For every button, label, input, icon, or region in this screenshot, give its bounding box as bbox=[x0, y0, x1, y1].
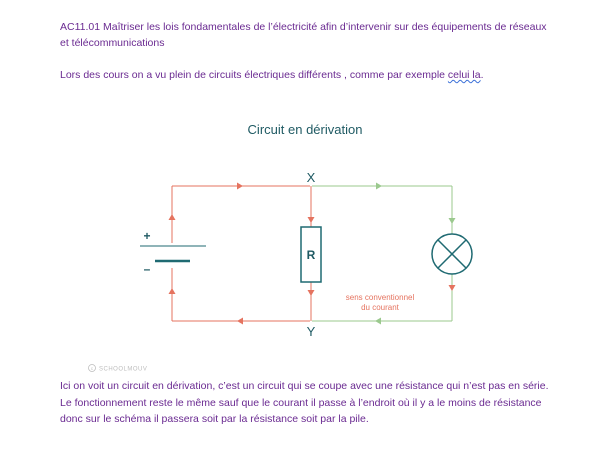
arrow-bottom-left bbox=[237, 318, 243, 325]
red-wires bbox=[172, 186, 311, 321]
watermark-text: SCHOOLMOUV bbox=[99, 366, 148, 373]
diagram-title: Circuit en dérivation bbox=[247, 122, 363, 137]
arrow-right-down bbox=[449, 285, 456, 291]
lamp bbox=[432, 234, 472, 274]
current-note-line2: du courant bbox=[361, 303, 399, 312]
spellcheck-word: celui la bbox=[447, 69, 481, 81]
arrow-top-right bbox=[376, 183, 382, 190]
node-x-label: X bbox=[306, 170, 316, 185]
minus-sign: – bbox=[143, 262, 151, 276]
arrow-right-down-upper bbox=[449, 218, 456, 224]
current-note-line1: sens conventionnel bbox=[345, 293, 415, 302]
circuit-diagram bbox=[0, 110, 600, 378]
schoolmouv-watermark bbox=[89, 365, 148, 373]
plus-sign: + bbox=[143, 229, 151, 243]
objective-paragraph: AC11.01 Maîtriser les lois fondamentales de l’électricité afin d’intervenir sur des équipements de réseaux et télécommunications bbox=[60, 21, 547, 49]
battery bbox=[140, 246, 206, 261]
arrow-left-up-1 bbox=[169, 214, 176, 220]
arrow-resistor-down-2 bbox=[308, 290, 315, 296]
arrow-resistor-down-1 bbox=[308, 217, 315, 223]
intro-text: Lors des cours on a vu plein de circuits électriques différents , comme par exemple bbox=[60, 69, 448, 81]
intro-paragraph bbox=[60, 67, 550, 83]
resistor-label: R bbox=[306, 248, 316, 262]
svg-text:c: c bbox=[90, 366, 94, 371]
node-y-label: Y bbox=[306, 324, 316, 339]
arrow-left-up-2 bbox=[169, 288, 176, 294]
intro-end: . bbox=[480, 69, 484, 81]
arrow-top-left bbox=[237, 183, 243, 190]
arrow-bottom-right bbox=[375, 318, 381, 325]
explanation-paragraph: Ici on voit un circuit en dérivation, c’est un circuit qui se coupe avec une résistance qui n’est pas en série. Le fonctionnement reste le même sauf que le courant il passe à l’endroit où il y a le moins de résistance donc sur le schéma il passera soit par la résistance soit par la pile. bbox=[60, 380, 549, 425]
